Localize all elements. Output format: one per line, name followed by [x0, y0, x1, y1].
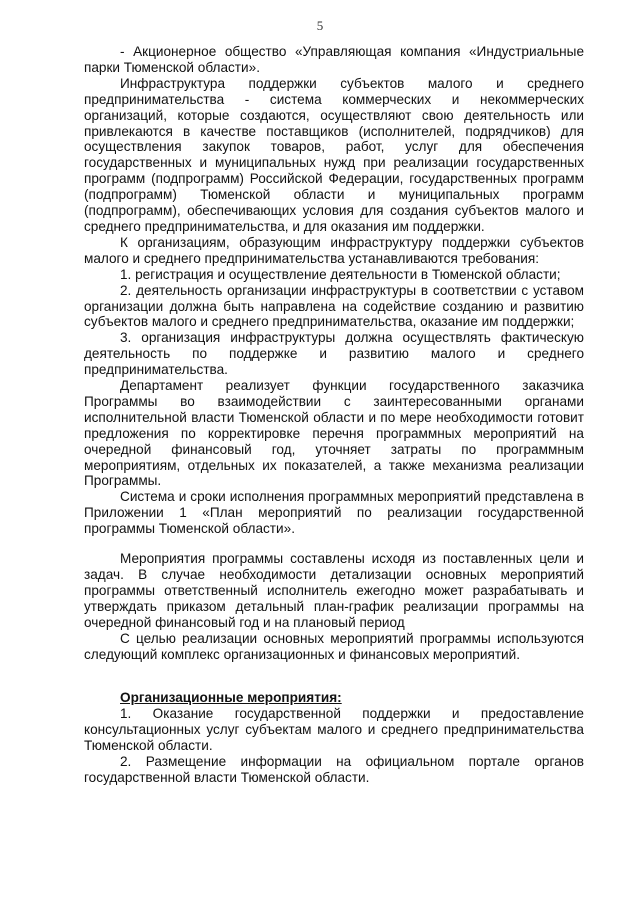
page-number: 5: [316, 18, 324, 33]
requirement-item-3: 3. организация инфраструктуры должна осуществлять фактическую деятельность по поддержке и развитию малого и среднего предпринимательства.: [84, 330, 584, 378]
section-heading-organizational: Организационные мероприятия:: [120, 690, 342, 706]
requirement-item-1: 1. регистрация и осуществление деятельности в Тюменской области;: [120, 266, 561, 282]
organizational-item-1: 1. Оказание государственной поддержки и предоставление консультационных услуг субъектам малого и среднего предпринимательства Тюменской области.: [84, 706, 584, 754]
requirement-item-2: 2. деятельность организации инфраструктуры в соответствии с уставом организации должна быть направлена на содействие созданию и развитию субъектов малого и среднего предпринимательства, оказание им поддержки;: [84, 282, 584, 330]
paragraph-program-activities: Мероприятия программы составлены исходя из поставленных цели и задач. В случае необходимости детализации основных мероприятий программы ответственный исполнитель ежегодно может разрабатывать и утверждать приказом детальный план-график реализации программы на очередной финансовый год и на плановый период: [84, 551, 584, 630]
document-body: [84, 44, 584, 786]
paragraph-implementation-purpose: С целью реализации основных мероприятий программы используются следующий комплекс организационных и финансовых мероприятий.: [84, 630, 584, 662]
paragraph-system-terms: Система и сроки исполнения программных мероприятий представлена в Приложении 1 «План мероприятий по реализации государственной программы Тюменской области».: [84, 489, 584, 537]
section-spacer: [84, 662, 584, 690]
paragraph-company: - Акционерное общество «Управляющая компания «Индустриальные парки Тюменской области».: [84, 44, 584, 75]
paragraph-spacer: [84, 537, 584, 551]
paragraph-infrastructure-definition: Инфраструктура поддержки субъектов малого и среднего предпринимательства - система коммерческих и некоммерческих организаций, которые создаются, осуществляют свою деятельность или привлекаются в качестве поставщиков (исполнителей, подрядчиков) для осуществления закупок товаров, работ, услуг для обеспечения государственных и муниципальных нужд при реализации государственных программ (подпрограмм) Российской Федерации, государственных программ (подпрограмм) Тюменской области и муниципальных программ (подпрограмм), обеспечивающих условия для создания субъектов малого и среднего предпринимательства, и для оказания им поддержки.: [84, 75, 584, 234]
organizational-item-2: 2. Размещение информации на официальном портале органов государственной власти Тюменской области.: [84, 754, 584, 785]
paragraph-department: Департамент реализует функции государственного заказчика Программы во взаимодействии с заинтересованными органами исполнительной власти Тюменской области и по мере необходимости готовит предложения по корректировке перечня программных мероприятий на очередной финансовый год, уточняет затраты по программным мероприятиям, отдельных их показателей, а также механизма реализации Программы.: [84, 378, 584, 489]
paragraph-requirements-intro: К организациям, образующим инфраструктуру поддержки субъектов малого и среднего предпринимательства устанавливаются требования:: [84, 234, 584, 266]
